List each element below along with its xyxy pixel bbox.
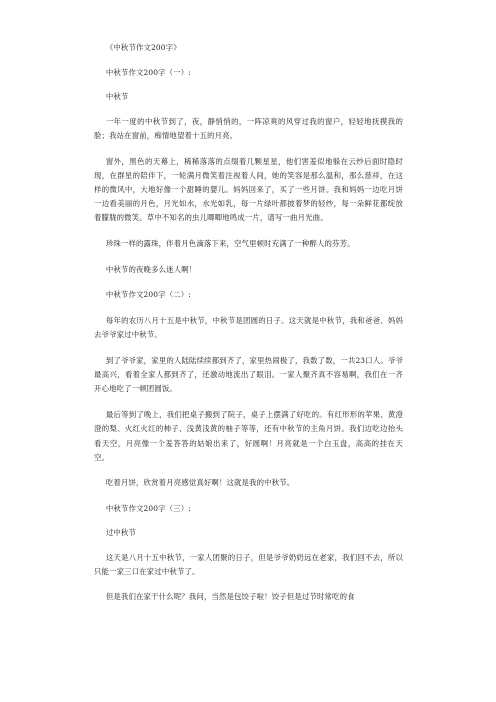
paragraph: 最后等到了晚上，我们把桌子搬到了院子，桌子上摆满了好吃的。有红形形的苹果、黄澄澄的梨、火红火红的柿子、浅黄浅黄的柚子等等，还有中秋节的主角月饼。我们边吃边抬头看天空，月亮像一个羞答答的姑娘出来了，好圆啊！月亮就是一个白玉盘，高高的挂在天空。	[94, 410, 403, 462]
paragraph: 每年的农历八月十五是中秋节，中秋节是团圆的日子。这天就是中秋节，我和爸爸、妈妈去爷爷家过中秋节。	[94, 316, 403, 340]
document-body	[94, 41, 403, 616]
section-heading-1: 中秋节作文200字（一）:	[105, 68, 191, 78]
essay-title-3: 过中秋节	[105, 528, 136, 538]
section-heading-2: 中秋节作文200字（二）:	[105, 290, 191, 300]
paragraph: 这天是八月十五中秋节，一家人团聚的日子，但是爷爷奶奶远在老家，我们回不去，所以只能一家三口在家过中秋节了。	[94, 552, 403, 576]
paragraph: 窗外，黑色的天幕上，稀稀落落的点缀着几颗星星，他们害羞似地躲在云纱后面时隐时现，在群星的陪伴下，一轮满月微笑着注视着人间，她的笑容是那么温和，那么慈祥，在这样的微风中，大地好像一个甜睡的婴儿。妈妈回来了，买了一些月饼。我和妈妈一边吃月饼一边看美丽的月色，月光如水，水光如乳，每一片绿叶都披着梦的轻纱，每一朵鲜花都绽放着朦胧的微笑。草中不知名的虫儿唧唧地鸣成一片，谱写一曲月光曲。	[94, 156, 403, 223]
paragraph: 中秋节的夜晚多么迷人啊！	[105, 264, 197, 274]
essay-title-1: 中秋节	[105, 92, 129, 102]
paragraph: 一年一度的中秋节到了，夜，静悄悄的，一阵凉爽的风穿过我的窗户，轻轻地抚摸我的脸；我站在窗前，痴情地望着十五的月亮。	[94, 116, 403, 140]
paragraph: 但是我们在家干什么呢？我问，当然是包饺子啦！饺子但是过节时常吃的食	[105, 592, 355, 602]
paragraph: 珍珠一样的露珠，伴着月色滴落下来，空气里顿时充满了一种醉人的芬芳。	[105, 239, 355, 249]
document-title: 《中秋节作文200字》	[105, 43, 181, 52]
section-heading-3: 中秋节作文200字（三）:	[105, 504, 191, 514]
paragraph: 吃着月饼，欣赏着月亮感觉真好啊！这就是我的中秋节。	[105, 478, 295, 488]
paragraph: 到了爷爷家，家里的人陆陆续续都到齐了，家里热闹极了，我数了数，一共23口人。爷爷最高兴，看着全家人都到齐了，还激动地流出了眼泪。一家人聚齐真不容易啊，我们在一齐开心地吃了一顿团圆饭。	[94, 356, 403, 394]
